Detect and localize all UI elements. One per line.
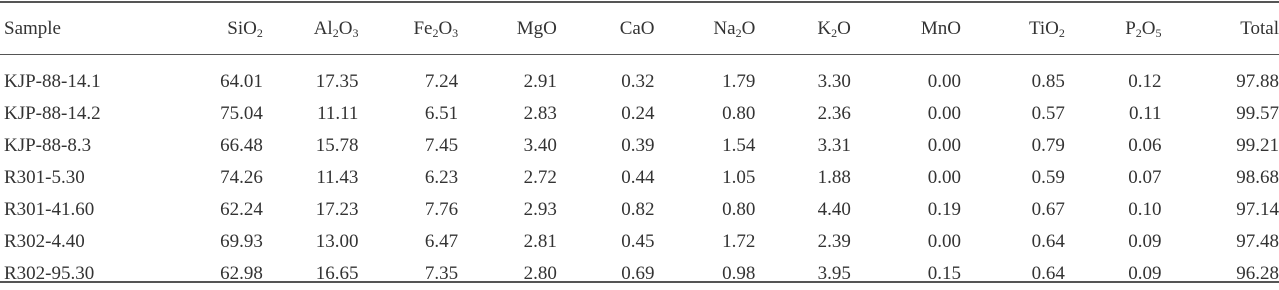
column-header-text: P <box>1125 17 1136 39</box>
table-row <box>0 54 1279 98</box>
value-cell: 62.24 <box>220 199 263 220</box>
value-cell: 0.06 <box>1128 135 1162 156</box>
value-cell: 0.45 <box>621 231 655 252</box>
value-cell: 75.04 <box>220 103 263 124</box>
sample-id-cell: KJP-88-8.3 <box>4 135 92 156</box>
column-header-text: O <box>438 17 453 39</box>
column-header-text: O <box>741 17 756 39</box>
column-header <box>755 3 851 54</box>
value-cell: 64.01 <box>220 71 263 92</box>
column-header <box>156 3 263 54</box>
value-cell: 17.35 <box>315 71 359 92</box>
oxide-composition-table <box>0 3 1279 290</box>
value-cell: 0.69 <box>621 263 655 284</box>
value-cell: 7.76 <box>424 199 459 220</box>
column-header-label: Sample <box>4 17 61 39</box>
column-header-text: SiO <box>227 17 257 39</box>
value-cell: 7.24 <box>424 71 459 92</box>
table-row <box>0 98 1279 130</box>
value-cell: 0.09 <box>1128 263 1162 284</box>
value-cell: 97.88 <box>1236 71 1279 92</box>
value-cell: 1.79 <box>722 71 756 92</box>
value-cell: 2.36 <box>817 103 851 124</box>
column-header-subscript: 2 <box>831 25 838 40</box>
value-cell: 0.00 <box>927 167 962 188</box>
value-cell: 0.82 <box>621 199 655 220</box>
value-cell: 0.59 <box>1031 167 1065 188</box>
sample-id-cell: R301-41.60 <box>4 199 95 220</box>
value-cell: 0.11 <box>1128 103 1162 124</box>
value-cell: 2.72 <box>523 167 557 188</box>
value-cell: 3.40 <box>523 135 557 156</box>
value-cell: 0.64 <box>1031 263 1065 284</box>
value-cell: 0.57 <box>1031 103 1065 124</box>
value-cell: 15.78 <box>315 135 359 156</box>
value-cell: 0.98 <box>722 263 756 284</box>
value-cell: 2.39 <box>817 231 851 252</box>
column-header-subscript: 2 <box>432 25 439 40</box>
sample-id-cell: KJP-88-14.2 <box>4 103 101 124</box>
value-cell: 11.43 <box>316 167 359 188</box>
value-cell: 66.48 <box>220 135 263 156</box>
table-row <box>0 162 1279 194</box>
value-cell: 4.40 <box>817 199 851 220</box>
column-header <box>655 3 756 54</box>
column-header-label: MgO <box>516 17 557 39</box>
value-cell: 7.35 <box>424 263 459 284</box>
value-cell: 0.10 <box>1128 199 1162 220</box>
value-cell: 1.05 <box>722 167 756 188</box>
column-header <box>263 3 359 54</box>
value-cell: 3.95 <box>817 263 851 284</box>
column-header-text: TiO <box>1028 17 1059 39</box>
value-cell: 99.21 <box>1236 135 1279 156</box>
column-header-label: Total <box>1240 17 1279 39</box>
value-cell: 0.32 <box>621 71 655 92</box>
value-cell: 0.00 <box>927 71 962 92</box>
column-header-text: Fe <box>413 17 433 39</box>
table-row <box>0 258 1279 290</box>
value-cell: 97.48 <box>1236 231 1279 252</box>
value-cell: 0.80 <box>722 199 756 220</box>
column-header-subscript: 2 <box>256 25 263 40</box>
value-cell: 0.64 <box>1031 231 1065 252</box>
column-header-text: K <box>817 17 832 39</box>
column-header-text: O <box>338 17 353 39</box>
value-cell: 2.93 <box>523 199 557 220</box>
column-header <box>961 3 1065 54</box>
column-header-text: O <box>837 17 851 39</box>
value-cell: 99.57 <box>1236 103 1279 124</box>
value-cell: 11.11 <box>317 103 359 124</box>
value-cell: 98.68 <box>1236 167 1279 188</box>
value-cell: 0.67 <box>1031 199 1065 220</box>
value-cell: 0.85 <box>1031 71 1065 92</box>
value-cell: 96.28 <box>1236 263 1279 284</box>
value-cell: 3.30 <box>817 71 851 92</box>
value-cell: 0.79 <box>1031 135 1065 156</box>
value-cell: 6.51 <box>424 103 459 124</box>
column-header-subscript: 3 <box>352 25 359 40</box>
value-cell: 6.47 <box>424 231 459 252</box>
value-cell: 69.93 <box>220 231 263 252</box>
table-row <box>0 130 1279 162</box>
sample-id-cell: KJP-88-14.1 <box>4 71 101 92</box>
column-header <box>851 3 961 54</box>
value-cell: 0.24 <box>621 103 655 124</box>
value-cell: 0.00 <box>927 231 962 252</box>
column-header <box>0 3 156 54</box>
value-cell: 3.31 <box>817 135 851 156</box>
column-header-subscript: 2 <box>332 25 339 40</box>
column-header-text: O <box>1141 17 1156 39</box>
value-cell: 0.00 <box>927 103 962 124</box>
value-cell: 0.00 <box>927 135 962 156</box>
value-cell: 0.80 <box>722 103 756 124</box>
value-cell: 13.00 <box>315 231 359 252</box>
value-cell: 0.15 <box>927 263 962 284</box>
header-row <box>0 3 1279 54</box>
value-cell: 2.81 <box>523 231 557 252</box>
value-cell: 0.07 <box>1128 167 1162 188</box>
column-header <box>1065 3 1162 54</box>
value-cell: 0.19 <box>927 199 962 220</box>
value-cell: 1.88 <box>817 167 851 188</box>
value-cell: 97.14 <box>1236 199 1279 220</box>
value-cell: 17.23 <box>315 199 359 220</box>
column-header-subscript: 3 <box>452 25 459 40</box>
table-body <box>0 54 1279 290</box>
value-cell: 0.09 <box>1128 231 1162 252</box>
sample-id-cell: R302-4.40 <box>4 231 85 252</box>
value-cell: 1.54 <box>722 135 756 156</box>
value-cell: 74.26 <box>220 167 263 188</box>
value-cell: 2.83 <box>523 103 557 124</box>
value-cell: 0.39 <box>621 135 655 156</box>
column-header-subscript: 5 <box>1155 25 1162 40</box>
value-cell: 7.45 <box>424 135 459 156</box>
table-row <box>0 226 1279 258</box>
column-header <box>358 3 458 54</box>
sample-id-cell: R302-95.30 <box>4 263 95 284</box>
column-header-label: MnO <box>920 17 962 39</box>
sample-id-cell: R301-5.30 <box>4 167 85 188</box>
table-row <box>0 194 1279 226</box>
value-cell: 16.65 <box>315 263 359 284</box>
column-header-text: Al <box>313 17 333 39</box>
value-cell: 2.91 <box>523 71 557 92</box>
column-header-label: CaO <box>619 17 655 39</box>
column-header <box>458 3 557 54</box>
value-cell: 2.80 <box>523 263 557 284</box>
column-header <box>1162 3 1279 54</box>
column-header-text: Na <box>713 17 736 39</box>
value-cell: 1.72 <box>722 231 756 252</box>
column-header-subscript: 2 <box>1058 25 1065 40</box>
column-header-subscript: 2 <box>735 25 742 40</box>
column-header <box>557 3 655 54</box>
value-cell: 0.12 <box>1128 71 1162 92</box>
value-cell: 0.44 <box>621 167 655 188</box>
value-cell: 6.23 <box>424 167 459 188</box>
column-header-subscript: 2 <box>1135 25 1142 40</box>
value-cell: 62.98 <box>220 263 263 284</box>
